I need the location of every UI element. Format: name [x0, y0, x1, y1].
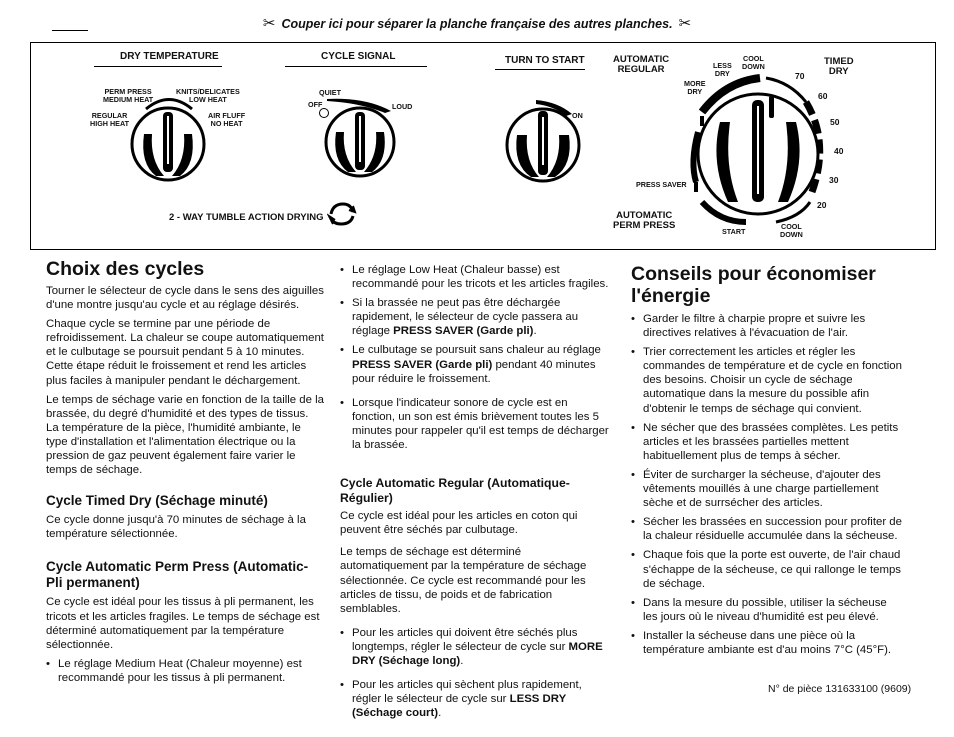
signal-bullet: • Lorsque l'indicateur sonore de cycle est en fonction, un son est émis brièvement toutes les 5 minutes pour rappeler qu'il est temps de décharger la brassée.	[340, 396, 612, 452]
timer-cool-down-label: COOL DOWN	[742, 54, 765, 71]
turn-to-start-header: TURN TO START	[505, 55, 585, 66]
cycle-signal-knob[interactable]	[322, 104, 398, 180]
timer-more-dry-label: MORE DRY	[684, 79, 706, 96]
column-energy-tips	[631, 263, 904, 657]
tip-item: • Dans la mesure du possible, utiliser la sécheuse les jours où le niveau d'humidité est peu élevé.	[631, 596, 904, 624]
perm-press-text: Ce cycle est idéal pour les tissus à pli permanent, les tricots et les articles fragiles. Le temps de séchage est déterminé automatiquement par la température sélectionnée.	[46, 596, 320, 651]
column-cycles-2	[340, 263, 612, 720]
signal-off-label: OFF	[308, 100, 323, 109]
dry-temp-rule	[94, 66, 222, 67]
timer-auto-perm-label: AUTOMATIC PERM PRESS	[613, 210, 676, 231]
tip-item: • Chaque fois que la porte est ouverte, de l'air chaud s'échappe de la sécheuse, ce qui rallonge le temps de séchage.	[631, 548, 904, 590]
scissors-icon: ✂	[678, 15, 692, 32]
regular-heading: Cycle Automatic Regular (Automatique-Régulier)	[340, 476, 570, 506]
cycles-p2: Chaque cycle se termine par une période de refroidissement. La chaleur se coupe automatiquement et le culbutage se poursuit pendant 5 à 10 minutes. Cette étape réduit le froissement et rend les articles plus faciles à manipuler pendant le déchargement.	[46, 318, 324, 387]
dry-temp-arc	[144, 96, 194, 110]
dry-temp-knits-label: KNITS/DELICATES LOW HEAT	[176, 87, 240, 104]
timer-70: 70	[795, 71, 805, 81]
regular-text-2: Le temps de séchage est déterminé automatiquement par la température de séchage sélectionnée. Ce cycle est recommandé pour les articles de tissu, de poids et de fabrication semblables.	[340, 546, 587, 615]
less-dry-bullet: • Pour les articles qui sèchent plus rapidement, régler le sélecteur de cycle sur LESS DRY (Séchage court).	[340, 678, 612, 720]
perm-press-heading: Cycle Automatic Perm Press (Automatic-Pli permanent)	[46, 559, 309, 591]
timer-50: 50	[830, 117, 840, 127]
turn-to-start-rule	[495, 69, 585, 70]
dry-temp-perm-label: PERM PRESS MEDIUM HEAT	[103, 87, 154, 104]
cycles-title: Choix des cycles	[46, 258, 205, 280]
dry-temp-regular-label: REGULAR HIGH HEAT	[90, 111, 129, 128]
energy-title: Conseils pour économiser l'énergie	[631, 263, 876, 307]
timer-start-label: START	[722, 227, 746, 236]
tumble-label: 2 - WAY TUMBLE ACTION DRYING	[169, 212, 324, 223]
press-saver-bullet: • Si la brassée ne peut pas être déchargée rapidement, le sélecteur de cycle passera au réglage PRESS SAVER (Garde pli).	[340, 296, 612, 338]
signal-quiet-label: QUIET	[319, 88, 341, 97]
part-number: N° de pièce 131633100 (9609)	[768, 683, 912, 695]
timer-20: 20	[817, 200, 827, 210]
timer-timed-dry-label: TIMED DRY	[824, 56, 854, 77]
timer-auto-regular-label: AUTOMATIC REGULAR	[613, 54, 670, 75]
timer-press-saver-label: PRESS SAVER	[636, 180, 687, 189]
low-heat-bullet: • Le réglage Low Heat (Chaleur basse) est recommandé pour les tricots et les articles fragiles.	[340, 263, 612, 291]
timer-40: 40	[834, 146, 844, 156]
cut-notice: ✂ Couper ici pour séparer la planche française des autres planches. ✂	[262, 15, 692, 32]
timer-60: 60	[818, 91, 828, 101]
column-cycles	[46, 258, 324, 685]
tip-item: • Éviter de surcharger la sécheuse, d'ajouter des vêtements mouillés à une charge partiellement sèche et de surrsécher des articles.	[631, 468, 904, 510]
tip-item: • Garder le filtre à charpie propre et suivre les directives relatives à l'évacuation de l'air.	[631, 312, 904, 340]
cycles-p3: Le temps de séchage varie en fonction de la taille de la brassée, du degré d'humidité et des types de tissus. La température de la pièce, l'humidité ambiante, le type d'installation et l'alimentation électrique ou la pression de gaz peuvent également faire varier le temps de séchage.	[46, 393, 324, 477]
dry-temperature-knob[interactable]	[128, 104, 208, 184]
cycle-signal-header: CYCLE SIGNAL	[321, 51, 396, 62]
tumble-bullet: • Le culbutage se poursuit sans chaleur au réglage PRESS SAVER (Garde pli) pendant 40 minutes pour réduire le froissement.	[340, 343, 612, 385]
timer-dial[interactable]	[680, 62, 830, 232]
dry-temp-header: DRY TEMPERATURE	[120, 51, 219, 62]
tumble-arrows-icon	[327, 200, 357, 228]
start-on-label: ON	[572, 111, 583, 120]
tip-item: • Sécher les brassées en succession pour profiter de la chaleur résiduelle accumulée dans la sécheuse.	[631, 515, 904, 543]
cycles-p1: Tourner le sélecteur de cycle dans le sens des aiguilles d'une montre jusqu'au cycle et au réglage désirés.	[46, 285, 324, 312]
cycle-signal-rule	[285, 66, 427, 67]
tip-item: • Ne sécher que des brassées complètes. Les petits articles et les brassées partielles mettent habituellement plus de temps à sécher.	[631, 421, 904, 463]
timed-dry-heading: Cycle Timed Dry (Séchage minuté)	[46, 493, 268, 509]
dry-temp-airfluff-label: AIR FLUFF NO HEAT	[208, 111, 246, 128]
timer-30: 30	[829, 175, 839, 185]
scissors-icon: ✂	[262, 15, 276, 32]
timed-dry-text: Ce cycle donne jusqu'à 70 minutes de séchage à la température sélectionnée.	[46, 514, 306, 541]
perm-press-bullet: • Le réglage Medium Heat (Chaleur moyenne) est recommandé pour les tissus à pli permanent.	[46, 657, 324, 685]
tip-item: • Trier correctement les articles et régler les commandes de température et de cycle en fonction des besoins. Choisir un cycle de séchage automatique dans la mesure du possible afin d'obtenir le temps de séchage qui convient.	[631, 345, 904, 415]
tip-item: • Installer la sécheuse dans une pièce où la température ambiante est d'au moins 7°C (45°F).	[631, 629, 904, 657]
more-dry-bullet: • Pour les articles qui doivent être séchés plus longtemps, régler le sélecteur de cycle sur MORE DRY (Séchage long).	[340, 626, 612, 668]
timer-cool-down-2-label: COOL DOWN	[780, 222, 803, 239]
start-knob[interactable]	[503, 105, 583, 185]
signal-loud-label: LOUD	[392, 102, 413, 111]
regular-text-1: Ce cycle est idéal pour les articles en coton qui peuvent être séchés par culbutage.	[340, 510, 578, 537]
timer-less-dry-label: LESS DRY	[713, 61, 732, 78]
timer-pointer	[769, 96, 774, 118]
